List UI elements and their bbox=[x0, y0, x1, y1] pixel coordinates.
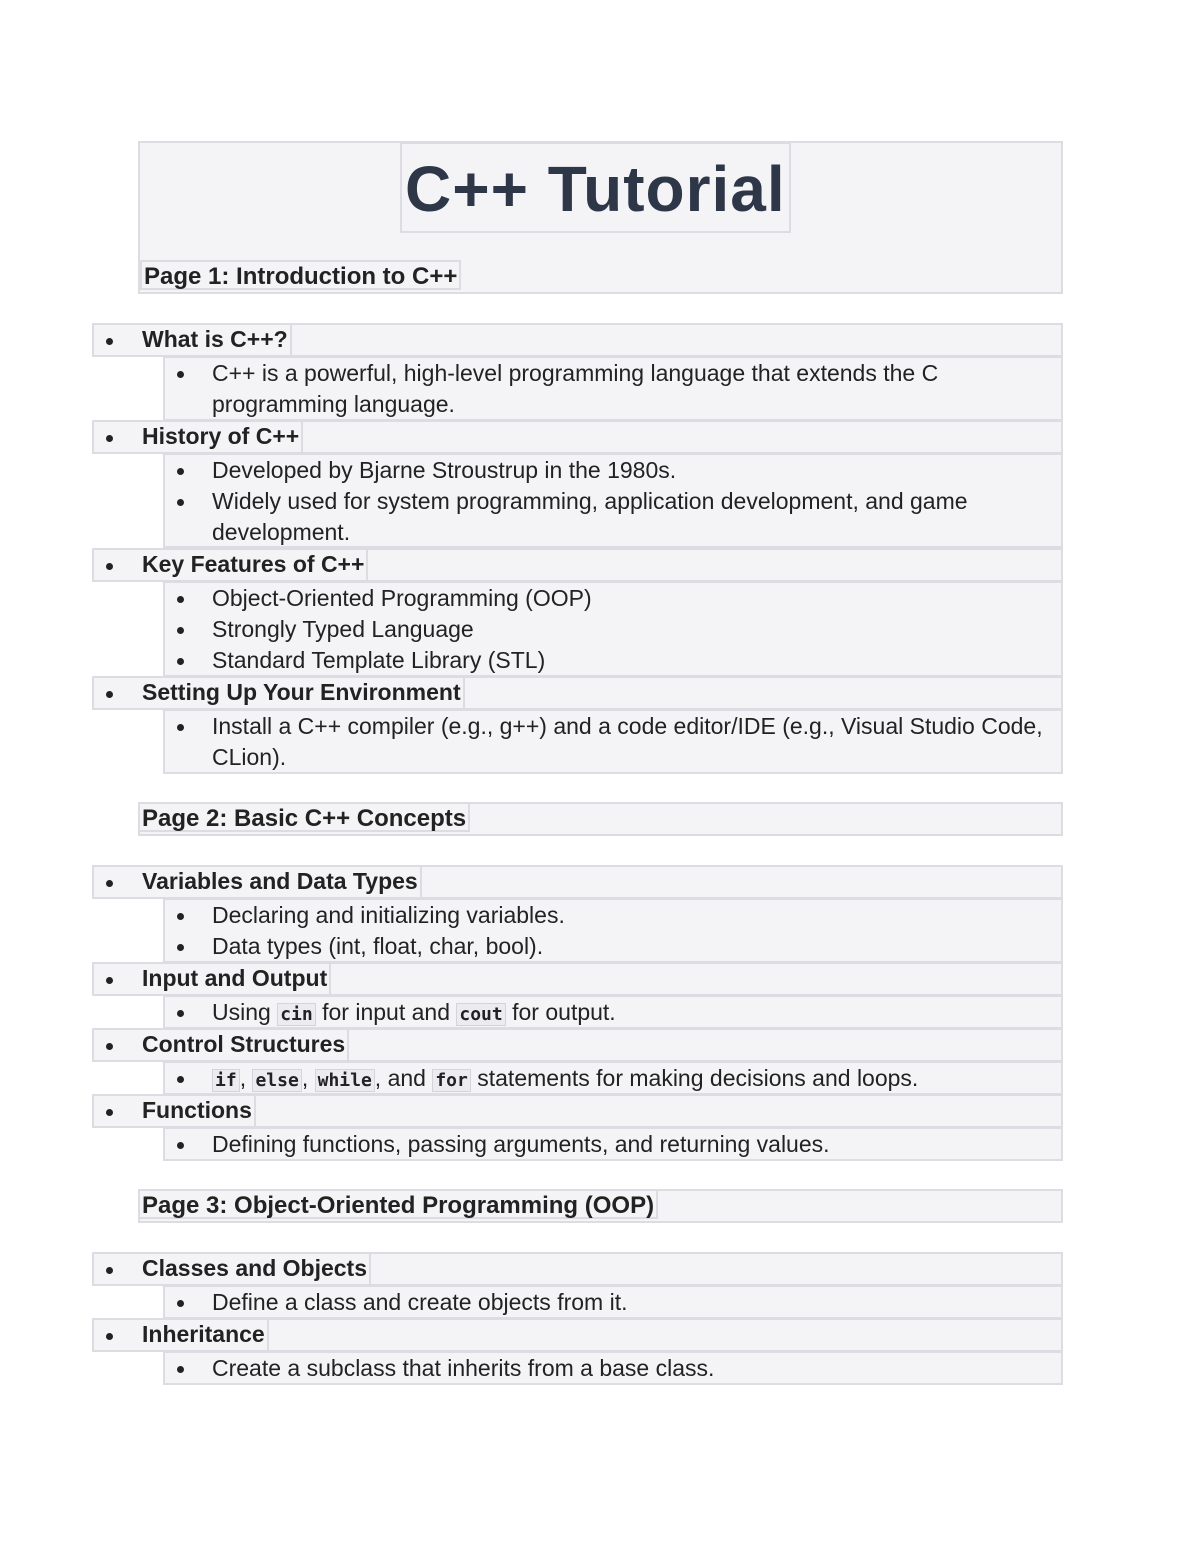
bullet bbox=[106, 880, 113, 887]
bullet bbox=[177, 596, 184, 603]
bullet bbox=[177, 371, 184, 378]
page-2-heading-text: Page 2: Basic C++ Concepts bbox=[138, 802, 470, 832]
document-title: C++ Tutorial bbox=[400, 142, 791, 233]
sub-list bbox=[163, 898, 1063, 963]
page-1-heading-text: Page 1: Introduction to C++ bbox=[140, 260, 461, 290]
list-item-label: Setting Up Your Environment bbox=[140, 676, 465, 710]
sub-list-item: Defining functions, passing arguments, and returning values. bbox=[165, 1129, 1061, 1160]
sub-list-item: Strongly Typed Language bbox=[165, 614, 1061, 645]
sub-list bbox=[163, 709, 1063, 774]
sub-list-item: Developed by Bjarne Stroustrup in the 1980s. bbox=[165, 455, 1061, 486]
sub-list-item: Standard Template Library (STL) bbox=[165, 645, 1061, 676]
list-item-key-features bbox=[92, 548, 1063, 582]
bullet bbox=[177, 658, 184, 665]
sub-list-item: Install a C++ compiler (e.g., g++) and a code editor/IDE (e.g., Visual Studio Code, CLion). bbox=[165, 711, 1061, 773]
bullet bbox=[106, 338, 113, 345]
bullet bbox=[177, 913, 184, 920]
sub-list bbox=[163, 1127, 1063, 1161]
bullet bbox=[106, 977, 113, 984]
sub-list bbox=[163, 1061, 1063, 1095]
sub-list-item: C++ is a powerful, high-level programming language that extends the C programming language. bbox=[165, 358, 1061, 420]
code-if: if bbox=[212, 1069, 240, 1092]
code-for: for bbox=[432, 1069, 471, 1092]
list-item-inheritance bbox=[92, 1318, 1063, 1352]
page-2-heading bbox=[138, 802, 1063, 836]
bullet bbox=[106, 1333, 113, 1340]
bullet bbox=[177, 627, 184, 634]
sub-list bbox=[163, 581, 1063, 677]
sub-list-item: if , else , while , and for statements for making decisions and loops. bbox=[165, 1063, 1061, 1094]
list-item-label: Inheritance bbox=[140, 1318, 269, 1352]
sub-list-item: Widely used for system programming, application development, and game development. bbox=[165, 486, 1061, 548]
list-item-what-is-cpp bbox=[92, 323, 1063, 357]
list-item-functions bbox=[92, 1094, 1063, 1128]
list-item-history bbox=[92, 420, 1063, 454]
code-else: else bbox=[252, 1069, 301, 1092]
bullet bbox=[177, 944, 184, 951]
sub-list bbox=[163, 356, 1063, 421]
sub-list bbox=[163, 453, 1063, 548]
sub-list-item: Object-Oriented Programming (OOP) bbox=[165, 583, 1061, 614]
list-item-label: Variables and Data Types bbox=[140, 865, 422, 899]
bullet bbox=[106, 1109, 113, 1116]
page-1-heading bbox=[140, 260, 1061, 294]
document-header bbox=[138, 141, 1063, 294]
bullet bbox=[106, 435, 113, 442]
bullet bbox=[177, 1366, 184, 1373]
sub-list bbox=[163, 1285, 1063, 1319]
code-cin: cin bbox=[277, 1003, 316, 1026]
list-item-label: Control Structures bbox=[140, 1028, 349, 1062]
bullet bbox=[177, 1076, 184, 1083]
list-item-label: Key Features of C++ bbox=[140, 548, 368, 582]
sub-list-item: Declaring and initializing variables. bbox=[165, 900, 1061, 931]
page-3-heading bbox=[138, 1189, 1063, 1223]
list-item-label: What is C++? bbox=[140, 323, 292, 357]
list-item-io bbox=[92, 962, 1063, 996]
list-item-label: History of C++ bbox=[140, 420, 303, 454]
list-item-label: Functions bbox=[140, 1094, 256, 1128]
sub-list-item: Using cin for input and cout for output. bbox=[165, 997, 1061, 1028]
bullet bbox=[106, 1267, 113, 1274]
bullet bbox=[177, 1142, 184, 1149]
list-item-label: Input and Output bbox=[140, 962, 331, 996]
bullet bbox=[177, 1300, 184, 1307]
code-cout: cout bbox=[456, 1003, 505, 1026]
sub-list-item: Define a class and create objects from it. bbox=[165, 1287, 1061, 1318]
sub-list bbox=[163, 1351, 1063, 1385]
list-item-setup bbox=[92, 676, 1063, 710]
bullet bbox=[106, 1043, 113, 1050]
bullet bbox=[177, 724, 184, 731]
bullet bbox=[106, 563, 113, 570]
bullet bbox=[177, 1010, 184, 1017]
sub-list-item: Create a subclass that inherits from a base class. bbox=[165, 1353, 1061, 1384]
list-item-variables bbox=[92, 865, 1063, 899]
page-3-heading-text: Page 3: Object-Oriented Programming (OOP) bbox=[138, 1189, 658, 1219]
bullet bbox=[177, 499, 184, 506]
list-item-label: Classes and Objects bbox=[140, 1252, 371, 1286]
list-item-classes bbox=[92, 1252, 1063, 1286]
sub-list bbox=[163, 995, 1063, 1029]
sub-list-item: Data types (int, float, char, bool). bbox=[165, 931, 1061, 962]
bullet bbox=[106, 691, 113, 698]
bullet bbox=[177, 468, 184, 475]
code-while: while bbox=[315, 1069, 375, 1092]
list-item-control bbox=[92, 1028, 1063, 1062]
